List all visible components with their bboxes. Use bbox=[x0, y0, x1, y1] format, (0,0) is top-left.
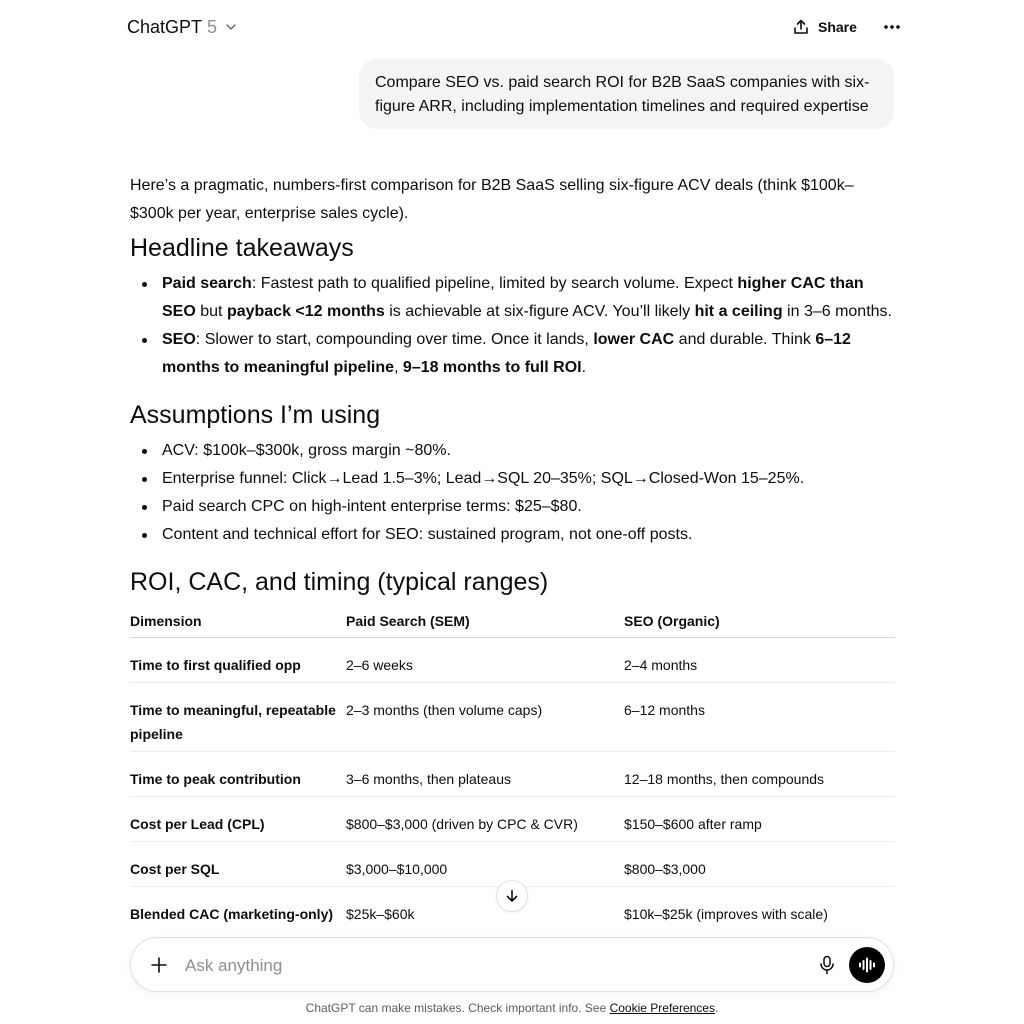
scroll-to-bottom-button[interactable] bbox=[496, 880, 528, 912]
takeaways-heading: Headline takeaways bbox=[130, 234, 354, 262]
user-message: Compare SEO vs. paid search ROI for B2B SaaS companies with six-figure ARR, including implementation timelines and required expertise bbox=[359, 59, 894, 129]
assumptions-list bbox=[130, 437, 895, 549]
table-cell: $800–$3,000 bbox=[624, 861, 706, 877]
list-item: Paid search: Fastest path to qualified pipeline, limited by search volume. Expect higher CAC than SEO but payback <12 months is achievable at six-figure ACV. You’ll likely hit a ceiling in 3–6 months. bbox=[130, 270, 895, 326]
model-version: 5 bbox=[207, 16, 218, 37]
assistant-answer bbox=[130, 172, 895, 922]
list-item: SEO: Slower to start, compounding over time. Once it lands, lower CAC and durable. Think 6–12 months to meaningful pipeline, 9–18 months to full ROI. bbox=[130, 326, 895, 382]
share-button[interactable] bbox=[792, 15, 857, 39]
table-header-cell: SEO (Organic) bbox=[624, 613, 720, 629]
list-item: Content and technical effort for SEO: sustained program, not one-off posts. bbox=[130, 521, 895, 549]
prompt-input[interactable] bbox=[183, 948, 747, 984]
plus-icon bbox=[150, 956, 168, 974]
table-row bbox=[130, 683, 895, 752]
table-cell: 3–6 months, then plateaus bbox=[346, 771, 512, 787]
dictate-button[interactable] bbox=[815, 953, 839, 977]
share-icon bbox=[792, 18, 810, 36]
table-row bbox=[130, 797, 895, 842]
table-cell: 6–12 months bbox=[624, 702, 705, 718]
model-name: ChatGPT bbox=[127, 16, 203, 37]
table-cell: 2–3 months (then volume caps) bbox=[346, 702, 543, 718]
table-header-cell: Dimension bbox=[130, 613, 202, 629]
share-label: Share bbox=[818, 19, 857, 35]
answer-intro: Here’s a pragmatic, numbers-first comparison for B2B SaaS selling six-figure ACV deals (think $100k–$300k per year, enterprise sales cycle). bbox=[130, 177, 854, 222]
list-item: ACV: $100k–$300k, gross margin ~80%. bbox=[130, 437, 895, 465]
cookie-preferences-link[interactable]: Cookie Preferences bbox=[609, 1001, 715, 1015]
table-cell: Cost per SQL bbox=[130, 861, 220, 877]
table-cell: Blended CAC (marketing-only) bbox=[130, 906, 334, 922]
more-options-button[interactable] bbox=[880, 15, 904, 39]
table-cell: 2–6 weeks bbox=[346, 657, 413, 673]
table-header-row bbox=[130, 603, 895, 638]
composer bbox=[130, 937, 894, 992]
model-selector[interactable] bbox=[127, 14, 237, 40]
table-cell: Time to meaningful, repeatable pipeline bbox=[130, 702, 336, 742]
table-cell: $10k–$25k (improves with scale) bbox=[624, 906, 828, 922]
takeaways-list bbox=[130, 270, 895, 382]
disclaimer: ChatGPT can make mistakes. Check important info. See Cookie Preferences. bbox=[305, 1001, 719, 1015]
table-row bbox=[130, 752, 895, 797]
table-cell: $150–$600 after ramp bbox=[624, 816, 762, 832]
table-cell: $25k–$60k bbox=[346, 906, 415, 922]
attach-button[interactable] bbox=[147, 953, 171, 977]
ellipsis-icon bbox=[883, 24, 901, 30]
roi-heading: ROI, CAC, and timing (typical ranges) bbox=[130, 568, 549, 596]
table-cell: $3,000–$10,000 bbox=[346, 861, 448, 877]
top-bar bbox=[0, 0, 1024, 54]
voice-waveform-icon bbox=[858, 957, 876, 973]
arrow-down-icon bbox=[504, 888, 520, 904]
table-cell: 12–18 months, then compounds bbox=[624, 771, 825, 787]
list-item: Paid search CPC on high-intent enterprise terms: $25–$80. bbox=[130, 493, 895, 521]
voice-mode-button[interactable] bbox=[849, 947, 885, 983]
chevron-down-icon bbox=[225, 21, 237, 33]
table-cell: $800–$3,000 (driven by CPC & CVR) bbox=[346, 816, 578, 832]
table-cell: 2–4 months bbox=[624, 657, 698, 673]
table-cell: Time to first qualified opp bbox=[130, 657, 301, 673]
table-row bbox=[130, 638, 895, 683]
table-header-cell: Paid Search (SEM) bbox=[346, 613, 470, 629]
table-cell: Cost per Lead (CPL) bbox=[130, 816, 265, 832]
table-cell: Time to peak contribution bbox=[130, 771, 301, 787]
list-item: Enterprise funnel: Click→Lead 1.5–3%; Lead→SQL 20–35%; SQL→Closed-Won 15–25%. bbox=[130, 465, 895, 493]
microphone-icon bbox=[818, 955, 836, 975]
assumptions-heading: Assumptions I’m using bbox=[130, 401, 381, 429]
